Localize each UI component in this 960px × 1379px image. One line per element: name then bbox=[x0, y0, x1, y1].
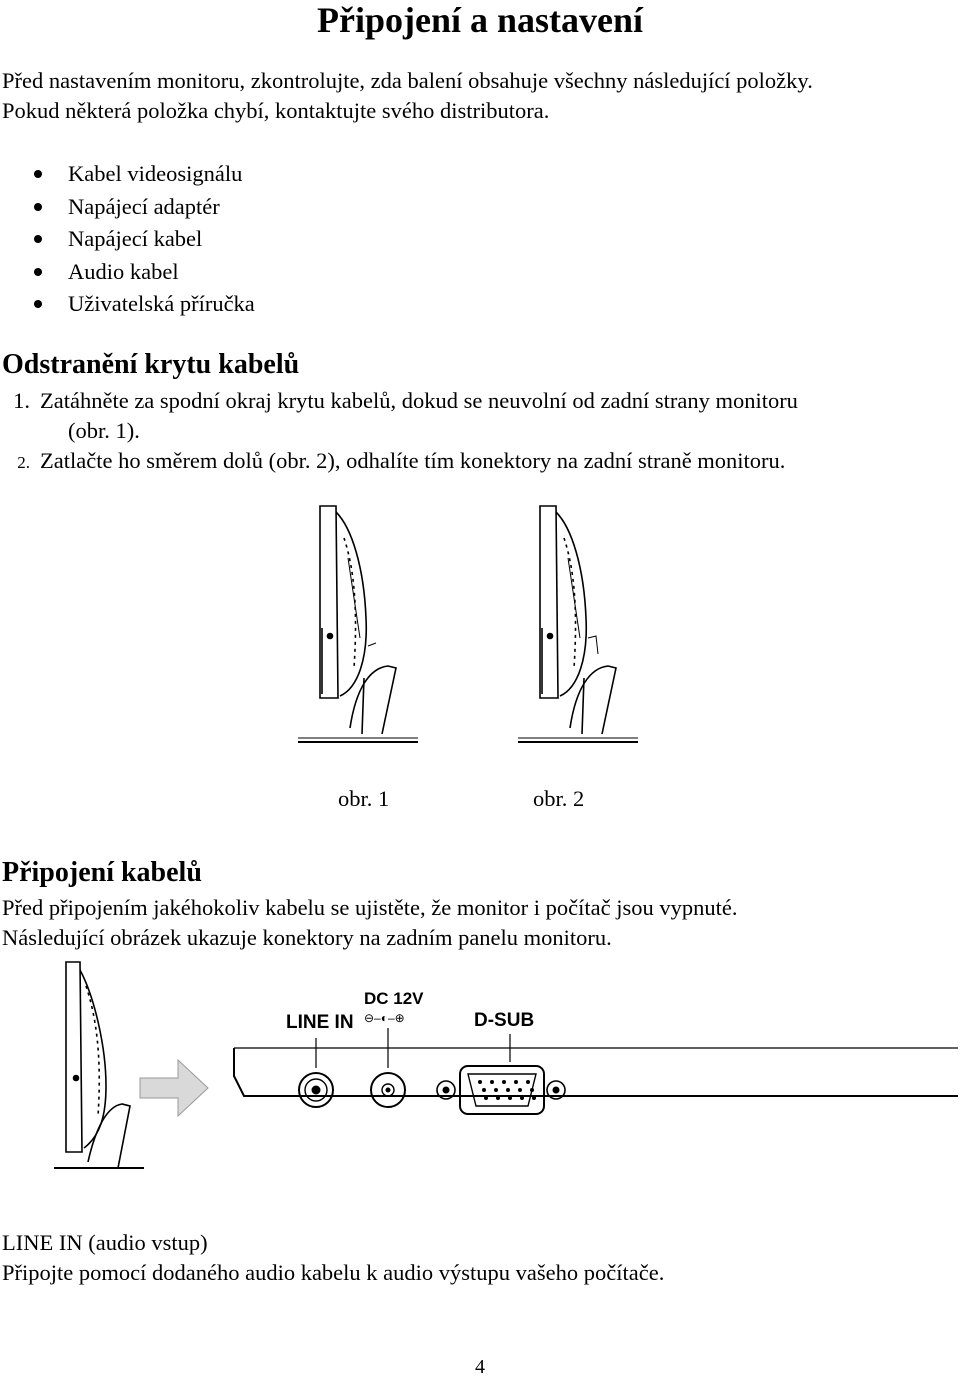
dc-polarity-label: ⊖–◐–⊕ bbox=[364, 1011, 405, 1025]
line-in-title: LINE IN (audio vstup) bbox=[2, 1230, 208, 1255]
step-1: 1. Zatáhněte za spodní okraj krytu kabelů, dokud se neuvolní od zadní strany monitoru bbox=[13, 388, 798, 413]
step-2: 2. Zatlačte ho směrem dolů (obr. 2), odhalíte tím konektory na zadní straně monitoru. bbox=[17, 448, 786, 473]
figure-2-monitor-side bbox=[512, 498, 642, 750]
bullet-icon bbox=[34, 235, 42, 243]
bullet-icon bbox=[34, 170, 42, 178]
bullet-icon bbox=[34, 300, 42, 308]
list-item: Uživatelská příručka bbox=[0, 288, 255, 321]
intro-line-2: Pokud některá položka chybí, kontaktujte svého distributora. bbox=[2, 98, 550, 123]
figure-1-monitor-side bbox=[292, 498, 422, 750]
cover-section-heading: Odstranění krytu kabelů bbox=[2, 349, 300, 380]
cables-section-heading: Připojení kabelů bbox=[2, 857, 202, 888]
bullet-icon bbox=[34, 203, 42, 211]
list-item: Kabel videosignálu bbox=[0, 158, 255, 191]
package-contents-list bbox=[0, 158, 255, 321]
line-in-description: Připojte pomocí dodaného audio kabelu k audio výstupu vašeho počítače. bbox=[2, 1260, 665, 1285]
page-title: Připojení a nastavení bbox=[316, 0, 643, 40]
page-number: 4 bbox=[475, 1356, 485, 1378]
cables-line-2: Následující obrázek ukazuje konektory na zadním panelu monitoru. bbox=[2, 925, 612, 950]
dc-power-jack-icon bbox=[371, 1073, 405, 1107]
figure-2-caption: obr. 2 bbox=[533, 786, 585, 811]
d-sub-connector-icon bbox=[437, 1066, 565, 1114]
arrow-right-icon bbox=[140, 1060, 208, 1116]
list-item: Napájecí kabel bbox=[0, 223, 255, 256]
d-sub-label: D-SUB bbox=[474, 1010, 535, 1031]
list-item: Napájecí adaptér bbox=[0, 191, 255, 224]
bullet-icon bbox=[34, 268, 42, 276]
line-in-label: LINE IN bbox=[286, 1012, 354, 1033]
dc-12v-label: DC 12V bbox=[364, 989, 424, 1008]
rear-panel-outline bbox=[234, 1048, 958, 1096]
line-in-jack-icon bbox=[299, 1073, 333, 1107]
intro-line-1: Před nastavením monitoru, zkontrolujte, zda balení obsahuje všechny následující položky. bbox=[2, 68, 813, 93]
cables-line-1: Před připojením jakéhokoliv kabelu se ujistěte, že monitor i počítač jsou vypnuté. bbox=[2, 895, 738, 920]
monitor-rear-illustration bbox=[54, 962, 144, 1168]
rear-connector-diagram bbox=[48, 956, 958, 1176]
list-item: Audio kabel bbox=[0, 256, 255, 289]
step-1-continuation: (obr. 1). bbox=[68, 418, 140, 443]
figure-1-caption: obr. 1 bbox=[338, 786, 390, 811]
